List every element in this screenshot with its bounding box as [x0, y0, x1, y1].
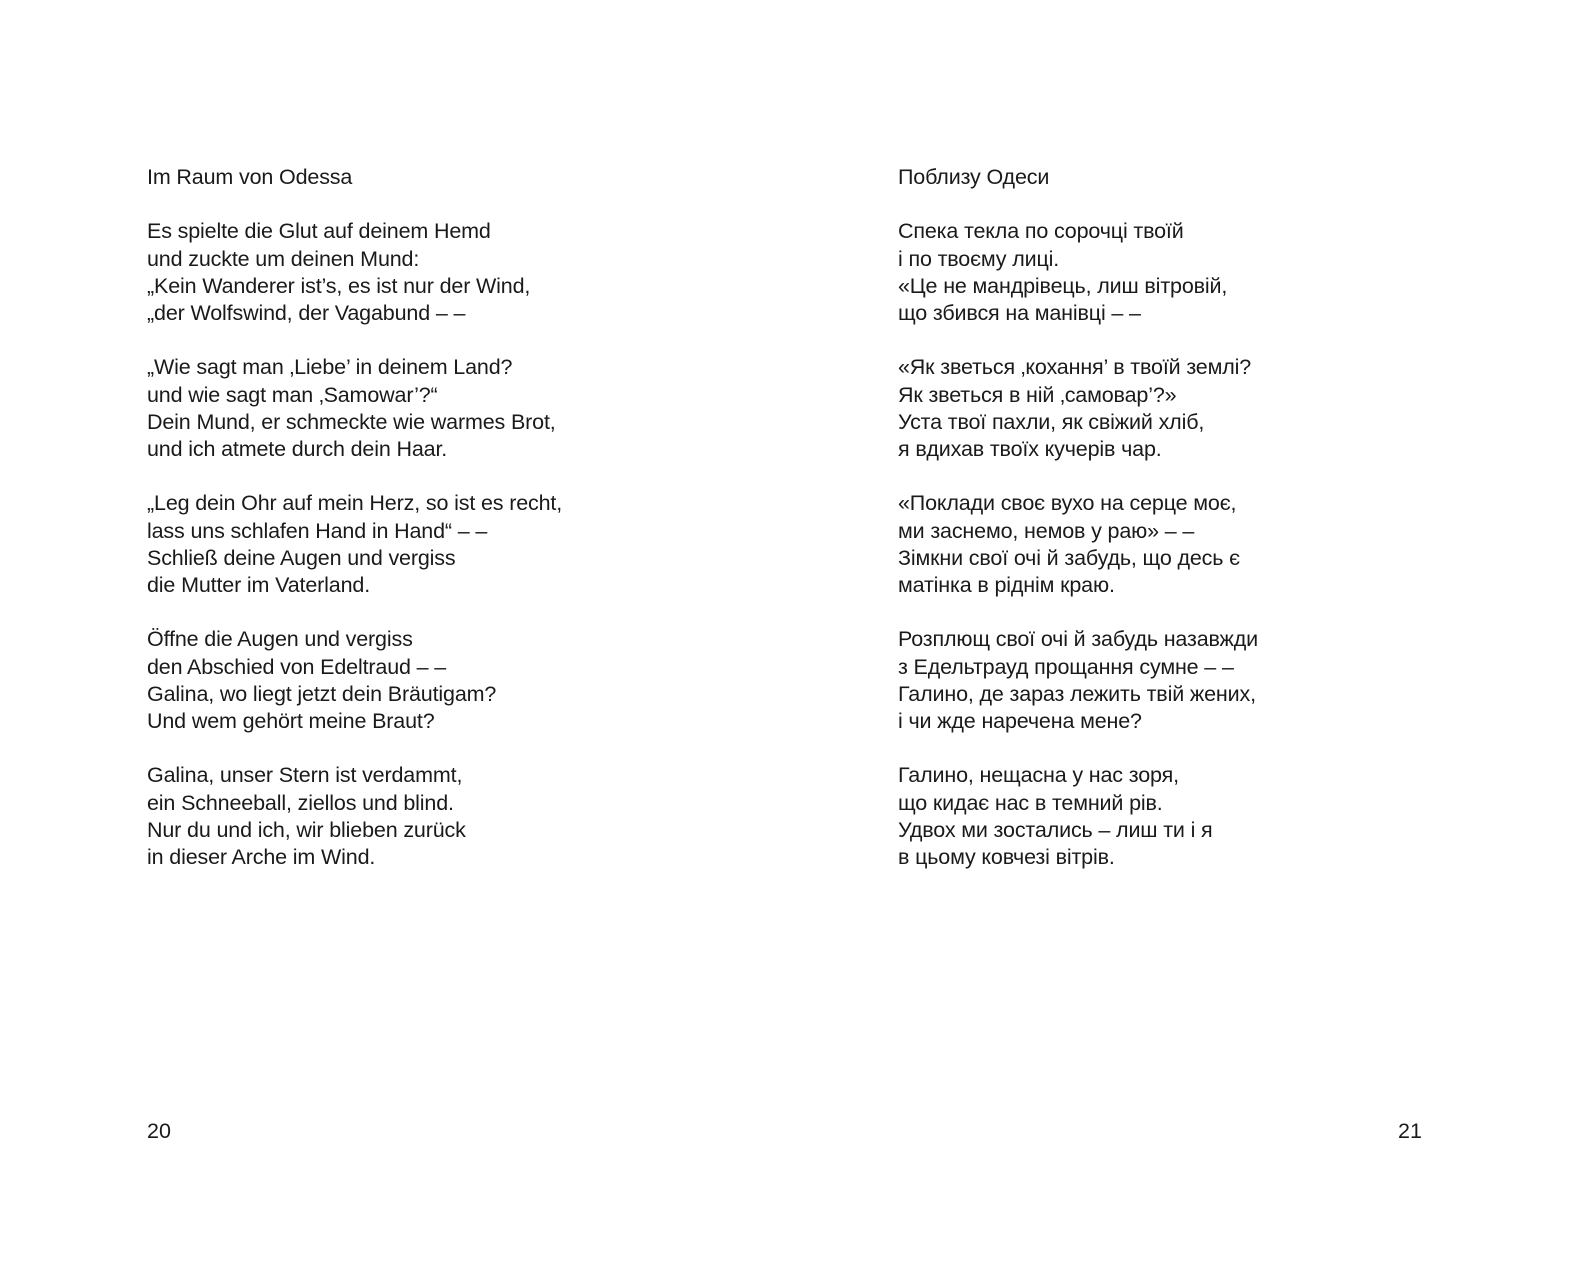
verse-line: Удвох ми зостались – лиш ти і я	[898, 817, 1213, 842]
stanza	[898, 762, 1258, 871]
verse-line: Dein Mund, er schmeckte wie warmes Brot,	[147, 409, 556, 434]
german-poem	[147, 164, 562, 898]
stanza	[147, 354, 562, 463]
verse-line: Уста твої пахли, як свіжий хліб,	[898, 409, 1205, 434]
stanza	[147, 490, 562, 599]
verse-line: Як зветься в ній ‚самовар’?»	[898, 382, 1177, 407]
verse-line: що кидає нас в темний рів.	[898, 790, 1163, 815]
verse-line: в цьому ковчезі вітрів.	[898, 845, 1115, 869]
verse-line: Öffne die Augen und vergiss	[147, 627, 413, 652]
verse-line: Es spielte die Glut auf deinem Hemd	[147, 219, 491, 244]
stanza	[898, 626, 1258, 735]
poem-title-ukrainian: Поблизу Одеси	[898, 165, 1050, 189]
page-number-left: 20	[147, 1119, 171, 1143]
verse-line: lass uns schlafen Hand in Hand“ – –	[147, 518, 488, 543]
verse-line: з Едельтрауд прощання сумне – –	[898, 654, 1234, 679]
verse-line: den Abschied von Edeltraud – –	[147, 654, 447, 679]
verse-line: що збився на манівці – –	[898, 301, 1141, 325]
verse-line: «Як зветься ‚кохання’ в твоїй землі?	[898, 355, 1252, 380]
verse-line: Nur du und ich, wir blieben zurück	[147, 817, 466, 842]
stanza	[898, 490, 1258, 599]
verse-line: Розплющ свої очі й забудь назавжди	[898, 627, 1259, 652]
poem-title-german: Im Raum von Odessa	[147, 165, 353, 189]
verse-line: in dieser Arche im Wind.	[147, 845, 376, 869]
verse-line: ein Schneeball, ziellos und blind.	[147, 790, 454, 815]
verse-line: матінка в ріднім краю.	[898, 573, 1115, 597]
stanza	[898, 354, 1258, 463]
verse-line: Und wem gehört meine Braut?	[147, 709, 435, 733]
verse-line: Зімкни свої очі й забудь, що десь є	[898, 545, 1240, 570]
verse-line: Спека текла по сорочці твоїй	[898, 219, 1184, 244]
stanza	[147, 762, 562, 871]
verse-line: und zuckte um deinen Mund:	[147, 246, 420, 271]
verse-line: Galina, unser Stern ist verdammt,	[147, 763, 463, 788]
verse-line: «Це не мандрівець, лиш вітровій,	[898, 273, 1228, 298]
verse-line: і по твоєму лиці.	[898, 246, 1060, 271]
stanza	[147, 626, 562, 735]
verse-line: ми заснемо, немов у раю» – –	[898, 518, 1195, 543]
verse-line: die Mutter im Vaterland.	[147, 573, 371, 597]
verse-line: „der Wolfswind, der Vagabund – –	[147, 301, 466, 325]
page-number-right: 21	[1398, 1119, 1422, 1143]
verse-line: я вдихав твоїх кучерів чар.	[898, 437, 1162, 461]
stanza	[147, 218, 562, 327]
verse-line: „Kein Wanderer ist’s, es ist nur der Wind,	[147, 273, 531, 298]
verse-line: «Поклади своє вухо на серце моє,	[898, 491, 1237, 516]
verse-line: und wie sagt man ‚Samowar’?“	[147, 382, 438, 407]
verse-line: Галино, нещасна у нас зоря,	[898, 763, 1179, 788]
verse-line: „Leg dein Ohr auf mein Herz, so ist es recht,	[147, 491, 563, 516]
verse-line: und ich atmete durch dein Haar.	[147, 437, 448, 461]
right-page	[797, 0, 1594, 1287]
verse-line: Galina, wo liegt jetzt dein Bräutigam?	[147, 681, 497, 706]
verse-line: Галино, де зараз лежить твій жених,	[898, 681, 1256, 706]
ukrainian-poem	[898, 164, 1258, 898]
verse-line: „Wie sagt man ‚Liebe’ in deinem Land?	[147, 355, 513, 380]
verse-line: Schließ deine Augen und vergiss	[147, 545, 456, 570]
stanza	[898, 218, 1258, 327]
verse-line: і чи жде наречена мене?	[898, 709, 1142, 733]
